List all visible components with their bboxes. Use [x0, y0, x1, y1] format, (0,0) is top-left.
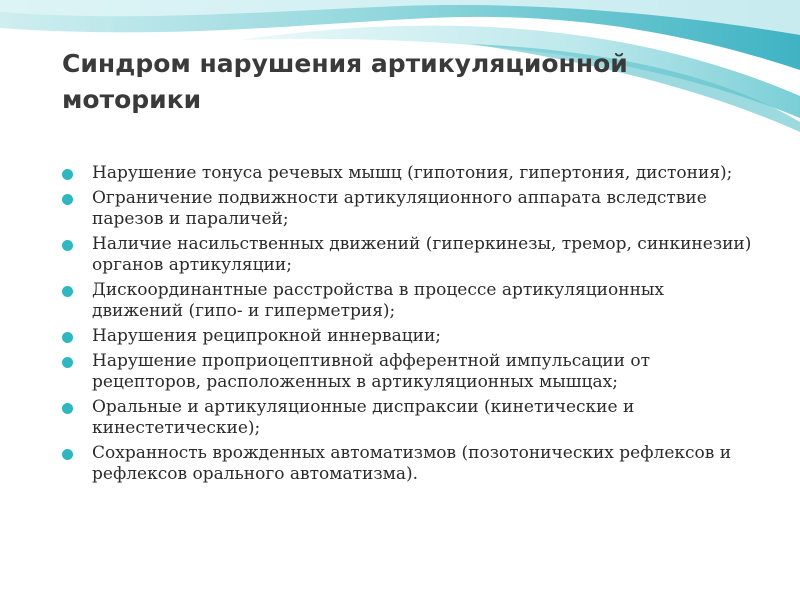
bullet-circle-icon [62, 286, 73, 297]
list-item [62, 351, 752, 393]
bullet-text: Оральные и артикуляционные диспраксии (кинетические и кинестетические); [92, 397, 635, 438]
bullet-circle-icon [62, 169, 73, 180]
bullet-circle-icon [62, 332, 73, 343]
bullet-text: Ограничение подвижности артикуляционного аппарата вследствие парезов и параличей; [92, 188, 707, 229]
list-item [62, 188, 752, 230]
bullet-circle-icon [62, 403, 73, 414]
list-item [62, 234, 752, 276]
bullet-circle-icon [62, 449, 73, 460]
list-item [62, 280, 752, 322]
bullet-text: Наличие насильственных движений (гиперкинезы, тремор, синкинезии) органов артикуляции; [92, 234, 752, 275]
bullet-text: Нарушения реципрокной иннервации; [92, 326, 442, 346]
bullet-text: Дискоординантные расстройства в процессе артикуляционных движений (гипо- и гиперметрия); [92, 280, 665, 321]
bullet-text: Сохранность врожденных автоматизмов (позотонических рефлексов и рефлексов орального автоматизма). [92, 443, 732, 484]
bullet-text: Нарушение проприоцептивной афферентной импульсации от рецепторов, расположенных в артикуляционных мышцах; [92, 351, 651, 392]
bullet-list [62, 163, 752, 489]
bullet-circle-icon [62, 357, 73, 368]
list-item [62, 163, 752, 184]
bullet-circle-icon [62, 194, 73, 205]
bullet-text: Нарушение тонуса речевых мышц (гипотония, гипертония, дистония); [92, 163, 733, 183]
list-item [62, 397, 752, 439]
list-item [62, 443, 752, 485]
bullet-circle-icon [62, 240, 73, 251]
list-item [62, 326, 752, 347]
slide-title: Синдром нарушения артикуляционной моторики [62, 49, 628, 114]
